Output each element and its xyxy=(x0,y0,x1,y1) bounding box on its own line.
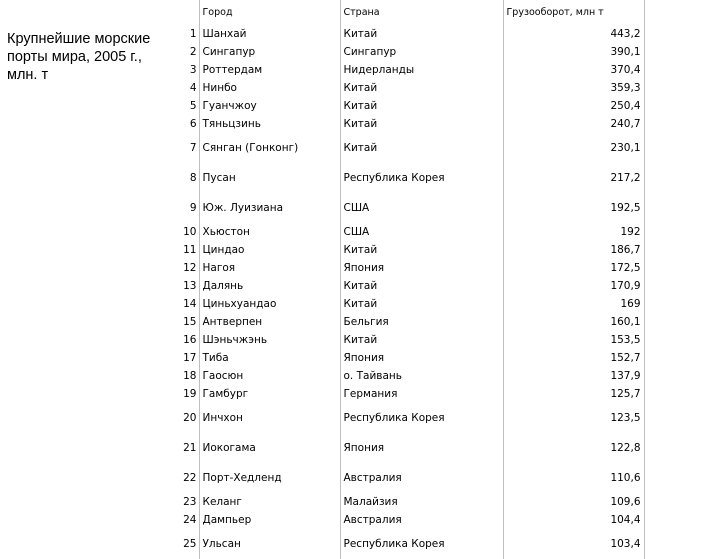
table-row xyxy=(164,97,644,115)
cell-city: Сянган (Гонконг) xyxy=(199,133,340,163)
cell-rank: 13 xyxy=(164,277,199,295)
cell-rank: 17 xyxy=(164,349,199,367)
table-row xyxy=(164,193,644,223)
cell-rank: 14 xyxy=(164,295,199,313)
cell-country: США xyxy=(340,223,503,241)
cell-city: Гаосюн xyxy=(199,367,340,385)
table-row xyxy=(164,25,644,43)
cell-country: Китай xyxy=(340,115,503,133)
header-city: Город xyxy=(199,0,340,25)
header-rank xyxy=(164,0,199,25)
cell-city: Циндао xyxy=(199,241,340,259)
cell-city: Иокогама xyxy=(199,433,340,463)
cell-rank: 25 xyxy=(164,529,199,559)
cell-rank: 21 xyxy=(164,433,199,463)
cell-country: США xyxy=(340,193,503,223)
cell-rank: 23 xyxy=(164,493,199,511)
header-cargo: Грузооборот, млн т xyxy=(503,0,644,25)
cell-country: Малайзия xyxy=(340,493,503,511)
table-row xyxy=(164,133,644,163)
cell-cargo: 160,1 xyxy=(503,313,644,331)
table-row xyxy=(164,163,644,193)
cell-country: Китай xyxy=(340,277,503,295)
cell-city: Хьюстон xyxy=(199,223,340,241)
cell-cargo: 443,2 xyxy=(503,25,644,43)
cell-rank: 24 xyxy=(164,511,199,529)
cell-cargo: 370,4 xyxy=(503,61,644,79)
cell-rank: 16 xyxy=(164,331,199,349)
cell-cargo: 103,4 xyxy=(503,529,644,559)
cell-country: Бельгия xyxy=(340,313,503,331)
table-row xyxy=(164,331,644,349)
cell-city: Циньхуандао xyxy=(199,295,340,313)
cell-country: Китай xyxy=(340,25,503,43)
cell-cargo: 250,4 xyxy=(503,97,644,115)
cell-city: Тиба xyxy=(199,349,340,367)
table-row xyxy=(164,223,644,241)
cell-country: Китай xyxy=(340,241,503,259)
table-row xyxy=(164,529,644,559)
cell-city: Сингапур xyxy=(199,43,340,61)
cell-rank: 18 xyxy=(164,367,199,385)
table-row xyxy=(164,313,644,331)
cell-rank: 7 xyxy=(164,133,199,163)
table-row xyxy=(164,61,644,79)
header-country: Страна xyxy=(340,0,503,25)
cell-rank: 20 xyxy=(164,403,199,433)
page-title: Крупнейшие морские порты мира, 2005 г., млн. т xyxy=(7,31,151,83)
cell-cargo: 152,7 xyxy=(503,349,644,367)
cell-cargo: 125,7 xyxy=(503,385,644,403)
cell-city: Пусан xyxy=(199,163,340,193)
cell-cargo: 122,8 xyxy=(503,433,644,463)
cell-country: Китай xyxy=(340,295,503,313)
cell-cargo: 217,2 xyxy=(503,163,644,193)
cell-cargo: 390,1 xyxy=(503,43,644,61)
cell-cargo: 153,5 xyxy=(503,331,644,349)
cell-country: Япония xyxy=(340,433,503,463)
cell-cargo: 186,7 xyxy=(503,241,644,259)
cell-country: Китай xyxy=(340,133,503,163)
cell-cargo: 104,4 xyxy=(503,511,644,529)
cell-rank: 3 xyxy=(164,61,199,79)
cell-country: Япония xyxy=(340,259,503,277)
cell-city: Роттердам xyxy=(199,61,340,79)
cell-cargo: 230,1 xyxy=(503,133,644,163)
table-row xyxy=(164,277,644,295)
cell-cargo: 169 xyxy=(503,295,644,313)
table-row xyxy=(164,367,644,385)
cell-rank: 9 xyxy=(164,193,199,223)
cell-city: Нагоя xyxy=(199,259,340,277)
cell-rank: 6 xyxy=(164,115,199,133)
cell-country: Сингапур xyxy=(340,43,503,61)
cell-cargo: 137,9 xyxy=(503,367,644,385)
table-row xyxy=(164,295,644,313)
cell-country: Нидерланды xyxy=(340,61,503,79)
cell-city: Антверпен xyxy=(199,313,340,331)
cell-city: Гуанчжоу xyxy=(199,97,340,115)
cell-city: Нинбо xyxy=(199,79,340,97)
cell-country: Республика Корея xyxy=(340,529,503,559)
cell-country: Германия xyxy=(340,385,503,403)
cell-rank: 12 xyxy=(164,259,199,277)
cell-city: Дампьер xyxy=(199,511,340,529)
cell-cargo: 109,6 xyxy=(503,493,644,511)
table-row xyxy=(164,349,644,367)
table-row xyxy=(164,403,644,433)
cell-city: Шэньчжэнь xyxy=(199,331,340,349)
cell-city: Юж. Луизиана xyxy=(199,193,340,223)
cell-country: Япония xyxy=(340,349,503,367)
cell-cargo: 123,5 xyxy=(503,403,644,433)
ports-table xyxy=(164,0,645,559)
cell-rank: 10 xyxy=(164,223,199,241)
table-row xyxy=(164,259,644,277)
cell-city: Шанхай xyxy=(199,25,340,43)
cell-country: Республика Корея xyxy=(340,163,503,193)
cell-rank: 19 xyxy=(164,385,199,403)
cell-rank: 22 xyxy=(164,463,199,493)
cell-city: Далянь xyxy=(199,277,340,295)
table-row xyxy=(164,463,644,493)
cell-country: Китай xyxy=(340,97,503,115)
cell-city: Ульсан xyxy=(199,529,340,559)
table-row xyxy=(164,433,644,463)
cell-cargo: 359,3 xyxy=(503,79,644,97)
cell-rank: 15 xyxy=(164,313,199,331)
cell-city: Инчхон xyxy=(199,403,340,433)
table-row xyxy=(164,511,644,529)
cell-city: Гамбург xyxy=(199,385,340,403)
cell-cargo: 170,9 xyxy=(503,277,644,295)
cell-city: Порт-Хедленд xyxy=(199,463,340,493)
cell-cargo: 240,7 xyxy=(503,115,644,133)
cell-country: Австралия xyxy=(340,463,503,493)
table-row xyxy=(164,493,644,511)
cell-cargo: 192 xyxy=(503,223,644,241)
cell-rank: 1 xyxy=(164,25,199,43)
table-row xyxy=(164,43,644,61)
cell-rank: 11 xyxy=(164,241,199,259)
table-row xyxy=(164,241,644,259)
table-row xyxy=(164,79,644,97)
table-header-row xyxy=(164,0,644,25)
cell-city: Келанг xyxy=(199,493,340,511)
table-row xyxy=(164,385,644,403)
cell-cargo: 110,6 xyxy=(503,463,644,493)
cell-rank: 2 xyxy=(164,43,199,61)
cell-cargo: 192,5 xyxy=(503,193,644,223)
cell-country: Австралия xyxy=(340,511,503,529)
cell-cargo: 172,5 xyxy=(503,259,644,277)
cell-country: Китай xyxy=(340,331,503,349)
table-row xyxy=(164,115,644,133)
cell-country: Китай xyxy=(340,79,503,97)
cell-country: о. Тайвань xyxy=(340,367,503,385)
cell-rank: 8 xyxy=(164,163,199,193)
cell-rank: 4 xyxy=(164,79,199,97)
cell-country: Республика Корея xyxy=(340,403,503,433)
cell-city: Тяньцзинь xyxy=(199,115,340,133)
cell-rank: 5 xyxy=(164,97,199,115)
